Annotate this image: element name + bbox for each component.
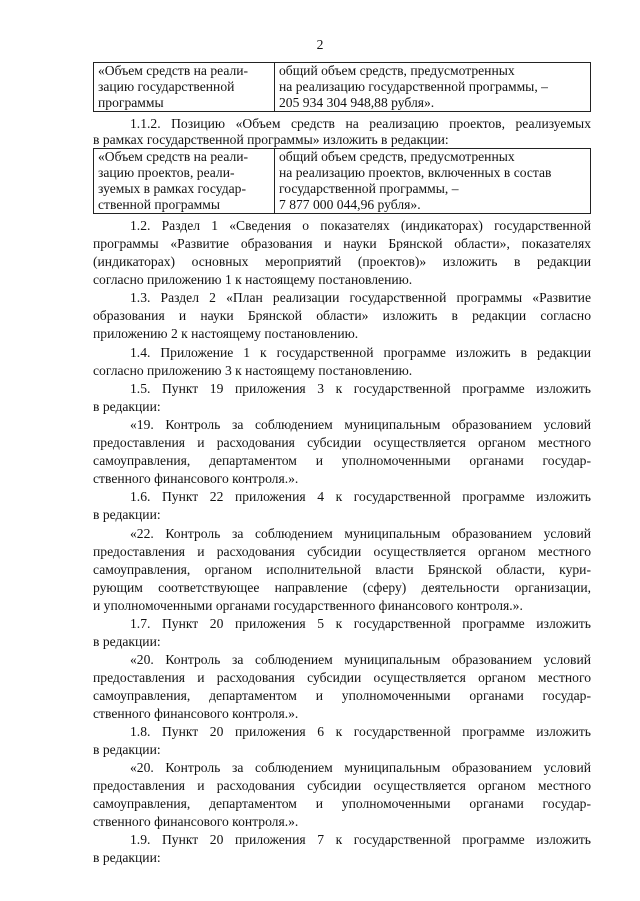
projects-table-value-cell: [275, 149, 591, 214]
paragraph-1-1-2-line: 1.1.2. Позицию «Объем средств на реализацию проектов, реализуемых: [130, 116, 591, 131]
table-cell-line: программы: [98, 95, 164, 110]
quote-20-line: «20. Контроль за соблюдением муниципальным образованием условий: [130, 652, 591, 667]
budget-table: [93, 62, 591, 112]
paragraph-1-8-line: в редакции:: [93, 742, 161, 757]
page-number: 2: [316, 37, 324, 52]
projects-table-label-cell: [94, 149, 275, 214]
quote-20-line: предоставления и расходования субсидии осуществляется органом местного: [93, 670, 591, 685]
paragraph-1-2-line: (индикаторах) основных мероприятий (проектов)» изложить в редакции: [93, 254, 591, 269]
paragraph-1-9-line: в редакции:: [93, 850, 161, 865]
table-cell-line: на реализацию государственной программы, –: [279, 79, 548, 94]
paragraph-1-3-line: приложению 2 к настоящему постановлению.: [93, 326, 359, 341]
quote-22-line: рующим соответствующее направление (сферу) деятельности организации,: [93, 580, 591, 595]
paragraph-1-1-2-line: в рамках государственной программы» изложить в редакции:: [93, 132, 449, 147]
quote-20-line: самоуправления, департаментом и уполномоченными органами государ-: [93, 796, 591, 811]
paragraph-1-4-line: согласно приложению 3 к настоящему постановлению.: [93, 363, 413, 378]
budget-table-value-cell: [275, 63, 591, 112]
table-cell-line: 205 934 304 948,88 рубля».: [279, 95, 435, 110]
quote-20-line: «20. Контроль за соблюдением муниципальным образованием условий: [130, 760, 591, 775]
projects-budget-table: [93, 148, 591, 214]
quote-22-line: и уполномоченными органами государственного финансового контроля.».: [93, 598, 523, 613]
table-cell-line: на реализацию проектов, включенных в состав: [279, 165, 552, 180]
quote-20-line: ственного финансового контроля.».: [93, 706, 299, 721]
quote-20-line: предоставления и расходования субсидии осуществляется органом местного: [93, 778, 591, 793]
paragraph-1-3-line: образования и науки Брянской области» изложить в редакции согласно: [93, 308, 591, 323]
paragraph-1-6-line: в редакции:: [93, 507, 161, 522]
table-cell-line: ственной программы: [98, 197, 220, 212]
table-cell-line: «Объем средств на реали-: [98, 149, 249, 164]
budget-table-label-cell: [94, 63, 275, 112]
paragraph-1-2-line: согласно приложению 1 к настоящему постановлению.: [93, 272, 413, 287]
quote-19-line: ственного финансового контроля.».: [93, 471, 299, 486]
quote-22-line: предоставления и расходования субсидии осуществляется органом местного: [93, 544, 591, 559]
table-cell-line: зацию государственной: [98, 79, 235, 94]
paragraph-1-2-line: программы «Развитие образования и науки Брянской области», показателях: [93, 236, 591, 251]
table-cell-line: общий объем средств, предусмотренных: [279, 149, 515, 164]
paragraph-1-5-line: 1.5. Пункт 19 приложения 3 к государственной программе изложить: [130, 381, 591, 396]
table-cell-line: «Объем средств на реали-: [98, 63, 249, 78]
paragraph-1-4-line: 1.4. Приложение 1 к государственной программе изложить в редакции: [130, 345, 591, 360]
table-cell-line: зуемых в рамках государ-: [98, 181, 246, 196]
table-cell-line: общий объем средств, предусмотренных: [279, 63, 515, 78]
paragraph-1-7-line: в редакции:: [93, 634, 161, 649]
quote-19-line: предоставления и расходования субсидии осуществляется органом местного: [93, 435, 591, 450]
quote-22-line: самоуправления, органом исполнительной власти Брянской области, кури-: [93, 562, 591, 577]
paragraph-1-8-line: 1.8. Пункт 20 приложения 6 к государственной программе изложить: [130, 724, 591, 739]
paragraph-1-6-line: 1.6. Пункт 22 приложения 4 к государственной программе изложить: [130, 489, 591, 504]
quote-20-line: ственного финансового контроля.».: [93, 814, 299, 829]
quote-20-line: самоуправления, департаментом и уполномоченными органами государ-: [93, 688, 591, 703]
table-cell-line: государственной программы, –: [279, 181, 459, 196]
paragraph-1-7-line: 1.7. Пункт 20 приложения 5 к государственной программе изложить: [130, 616, 591, 631]
paragraph-1-9-line: 1.9. Пункт 20 приложения 7 к государственной программе изложить: [130, 832, 591, 847]
table-cell-line: зацию проектов, реали-: [98, 165, 235, 180]
paragraph-1-5-line: в редакции:: [93, 399, 161, 414]
quote-22-line: «22. Контроль за соблюдением муниципальным образованием условий: [130, 526, 591, 541]
quote-19-line: «19. Контроль за соблюдением муниципальным образованием условий: [130, 417, 591, 432]
paragraph-1-2-line: 1.2. Раздел 1 «Сведения о показателях (индикаторах) государственной: [130, 218, 591, 233]
quote-19-line: самоуправления, департаментом и уполномоченными органами государ-: [93, 453, 591, 468]
table-cell-line: 7 877 000 044,96 рубля».: [279, 197, 421, 212]
paragraph-1-3-line: 1.3. Раздел 2 «План реализации государственной программы «Развитие: [130, 290, 591, 305]
